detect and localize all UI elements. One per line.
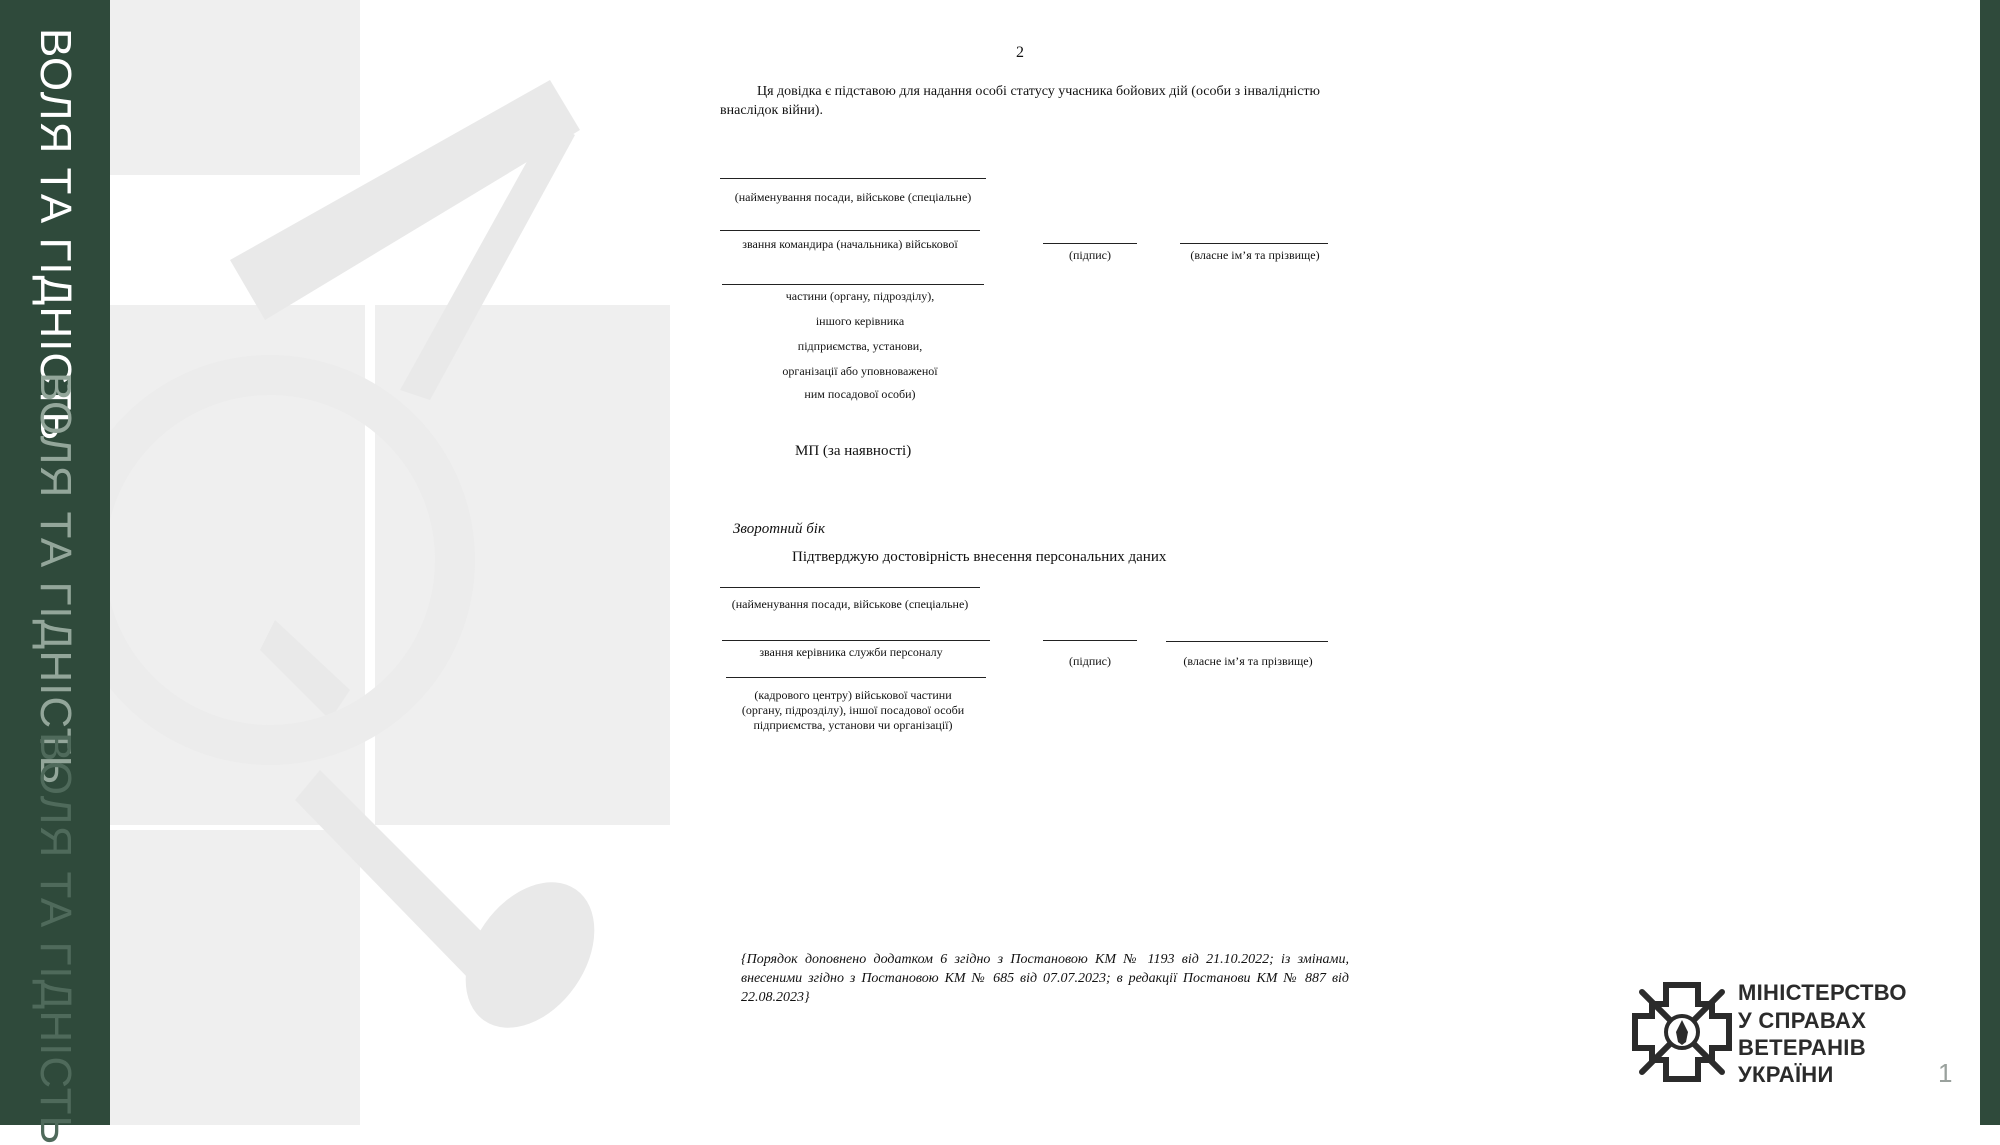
commander-line-4: іншого керівника	[815, 314, 905, 328]
signature-line	[720, 230, 980, 231]
commander-line-3: частини (органу, підрозділу),	[785, 289, 935, 303]
signature-line	[726, 677, 986, 678]
ministry-logo	[1628, 980, 1928, 1090]
legal-footnote: {Порядок доповнено додатком 6 згідно з Постановою КМ № 1193 від 21.10.2022; із змінами, внесеними згідно з Постановою КМ № 685 від 07.07.2023; в редакції Постанови КМ № 887 від 22.08.2023}	[741, 952, 1349, 1005]
hr-line-2: звання керівника служби персоналу	[759, 645, 943, 659]
logo-line-2: У СПРАВАХ	[1738, 1008, 1867, 1033]
logo-line-3: ВЕТЕРАНІВ	[1738, 1035, 1866, 1060]
signature-line	[722, 284, 984, 285]
hr-line-5: підприємства, установи чи організації)	[753, 718, 953, 732]
ministry-emblem-icon	[1632, 982, 1732, 1082]
reverse-side-heading: Зворотний бік	[733, 521, 825, 537]
signature-line	[1043, 243, 1137, 244]
hr-line-1: (найменування посади, військове (спеціальне)	[731, 597, 969, 611]
commander-line-5: підприємства, установи,	[797, 339, 923, 353]
right-stripe	[1980, 0, 2000, 1125]
emblem-watermark-icon	[110, 0, 670, 1125]
signature-line	[720, 178, 986, 179]
slide-number: 1	[1938, 1058, 1953, 1088]
commander-line-7: ним посадової особи)	[804, 387, 916, 401]
hr-line-4: (органу, підрозділу), іншої посадової особи	[741, 703, 965, 717]
signature-line	[720, 587, 980, 588]
logo-line-4: УКРАЇНИ	[1738, 1062, 1834, 1087]
commander-name-caption: (власне ім’я та прізвище)	[1190, 248, 1320, 262]
confirmation-text: Підтверджую достовірність внесення персональних даних	[792, 549, 1167, 565]
logo-line-1: МІНІСТЕРСТВО	[1738, 980, 1907, 1005]
slogan-text-dim: ВОЛЯ ТА ГІДНІСТЬ	[31, 732, 80, 1145]
sidebar	[0, 0, 110, 1145]
hr-line-3: (кадрового центру) військової частини	[754, 688, 952, 702]
name-line	[1180, 243, 1328, 244]
slogan-text-faded: ВОЛЯ ТА ГІДНІСТЬ	[31, 372, 80, 786]
signature-line	[1043, 640, 1137, 641]
signature-line	[722, 640, 990, 641]
slogan-text: ВОЛЯ ТА ГІДНІСТЬ	[31, 28, 80, 442]
page-number: 2	[1016, 44, 1024, 61]
commander-line-1: (найменування посади, військове (спеціальне)	[734, 190, 972, 204]
hr-name-caption: (власне ім’я та прізвище)	[1183, 654, 1313, 668]
hr-signature-caption: (підпис)	[1068, 654, 1112, 668]
name-line	[1166, 641, 1328, 642]
stamp-label: МП (за наявності)	[795, 443, 912, 459]
commander-line-2: звання командира (начальника) військової	[742, 237, 958, 251]
commander-signature-caption: (підпис)	[1068, 248, 1112, 262]
intro-paragraph: Ця довідка є підставою для надання особі статусу учасника бойових дій (особи з інвалідністю внаслідок війни).	[720, 84, 1320, 118]
commander-line-6: організації або уповноваженої	[782, 364, 938, 378]
